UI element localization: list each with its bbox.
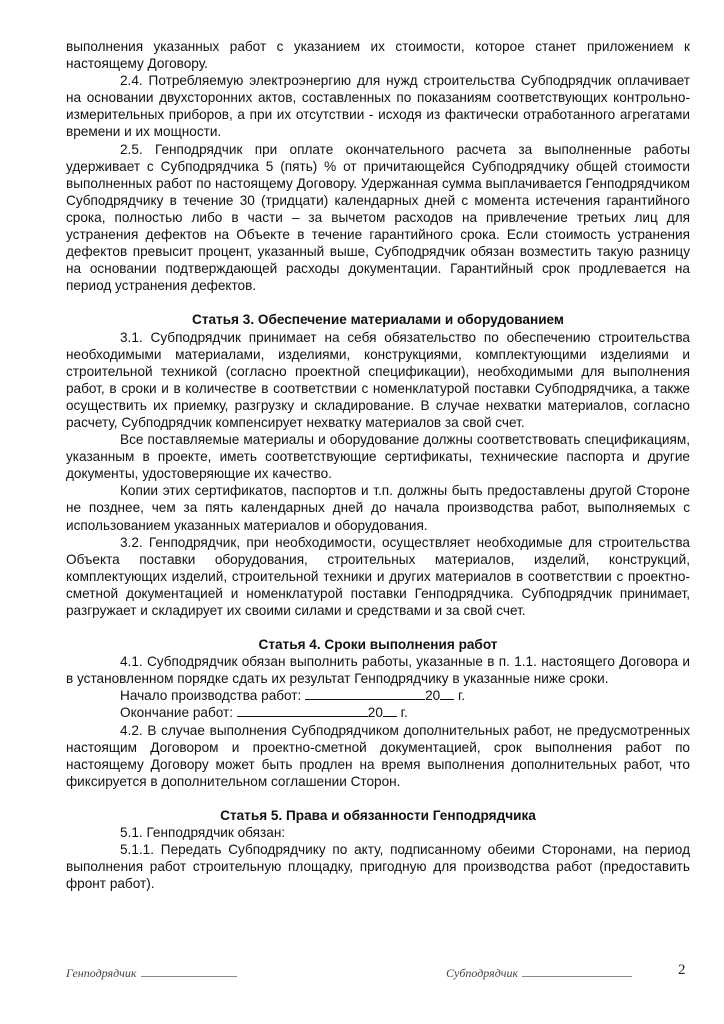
end-date-blank: [237, 704, 368, 717]
page-number: 2: [678, 962, 686, 978]
start-year-prefix: 20: [425, 688, 441, 704]
end-date-line: [66, 704, 690, 721]
paragraph-3-1: 3.1. Субподрядчик принимает на себя обязательство по обеспечению строительства необходимыми материалами, изделиями, конструкциями, комплектующими изделиями и строительной техникой (согласно проектной спецификации), необходимыми для выполнения работ, в сроки и в количестве в соответствии с номенклатурой поставки Субподрядчика, а также осуществить их приемку, разгрузку и складирование. В случае нехватки материалов, согласно расчету, Субподрядчик компенсирует нехватку материалов за свой счет.: [66, 329, 690, 430]
start-year-blank: [440, 687, 454, 700]
footer-subcontractor-label: Субподрядчик: [446, 966, 519, 980]
document-page: [66, 38, 690, 892]
end-year-suffix: г.: [396, 705, 408, 721]
paragraph-2-3-continuation: выполнения указанных работ с указанием их стоимости, которое станет приложением к настоящему Договору.: [66, 39, 690, 72]
end-year-blank: [383, 704, 397, 717]
article-3-heading: Статья 3. Обеспечение материалами и оборудованием: [192, 312, 564, 328]
paragraph-5-1: 5.1. Генподрядчик обязан:: [120, 825, 286, 841]
paragraph-3-2: 3.2. Генподрядчик, при необходимости, осуществляет необходимые для строительства Объекта поставки оборудования, строительных материалов, изделий, конструкций, комплектующих изделий, строительной техники и других материалов в соответствии с проектно-сметной документацией и номенклатурой поставки Генподрядчика. Субподрядчик принимает, разгружает и складирует их своими силами и средствами и за свой счет.: [66, 534, 690, 618]
paragraph-2-4: 2.4. Потребляемую электроэнергию для нужд строительства Субподрядчик оплачивает на основании двухсторонних актов, составленных по показаниям соответствующих контрольно-измерительных приборов, а при их отсутствии - исходя из фактически отработанного агрегатами времени и их мощности.: [66, 73, 690, 140]
footer-general-contractor: [66, 966, 237, 981]
footer-general-contractor-signature-line: [141, 966, 237, 977]
paragraph-4-2: 4.2. В случае выполнения Субподрядчиком дополнительных работ, не предусмотренных настоящим Договором и проектно-сметной документацией, срок выполнения работ по настоящему Договору может быть продлен на время выполнения дополнительных работ, что фиксируется в дополнительном соглашении Сторон.: [66, 722, 690, 789]
paragraph-4-1: 4.1. Субподрядчик обязан выполнить работы, указанные в п. 1.1. настоящего Договора и в установленном порядке сдать их результат Генподрядчику в указанные ниже сроки.: [66, 654, 690, 687]
paragraph-5-1-1: 5.1.1. Передать Субподрядчику по акту, подписанному обеими Сторонами, на период выполнения работ строительную площадку, пригодную для производства работ (предоставить фронт работ).: [66, 842, 690, 892]
article-5-heading: Статья 5. Права и обязанности Генподрядчика: [220, 807, 536, 823]
paragraph-materials-compliance: Все поставляемые материалы и оборудование должны соответствовать спецификациям, указанным в проекте, иметь соответствующие сертификаты, технические паспорта и другие документы, удостоверяющие их качество.: [66, 432, 690, 482]
start-year-suffix: г.: [454, 688, 466, 704]
end-year-prefix: 20: [367, 705, 383, 721]
article-4-heading: Статья 4. Сроки выполнения работ: [258, 637, 498, 653]
start-date-line: [66, 687, 690, 704]
footer-general-contractor-label: Генподрядчик: [66, 966, 137, 980]
start-date-blank: [305, 687, 425, 700]
paragraph-certificates: Копии этих сертификатов, паспортов и т.п. должны быть предоставлены другой Стороне не позднее, чем за пять календарных дней до начала производства работ, выполняемых с использованием указанных материалов и оборудования.: [66, 483, 690, 533]
footer-subcontractor-signature-line: [522, 966, 632, 977]
end-date-label: Окончание работ:: [120, 705, 233, 721]
paragraph-2-5: 2.5. Генподрядчик при оплате окончательного расчета за выполненные работы удерживает с Субподрядчика 5 (пять) % от причитающейся Субподрядчику общей стоимости выполненных работ по настоящему Договору. Удержанная сумма выплачивается Генподрядчиком Субподрядчику в течение 30 (тридцати) календарных дней с момента истечения гарантийного срока, полностью либо в части – за вычетом расходов на привлечение третьих лиц для устранения дефектов на Объекте в течение гарантийного срока. Если стоимость устранения дефектов превысит процент, указанный выше, Субподрядчик обязан возместить такую разницу на основании подтверждающей расходы документации. Гарантийный срок продлевается на период устранения дефектов.: [66, 141, 690, 294]
start-date-label: Начало производства работ:: [120, 688, 302, 704]
footer-subcontractor: [446, 966, 632, 981]
